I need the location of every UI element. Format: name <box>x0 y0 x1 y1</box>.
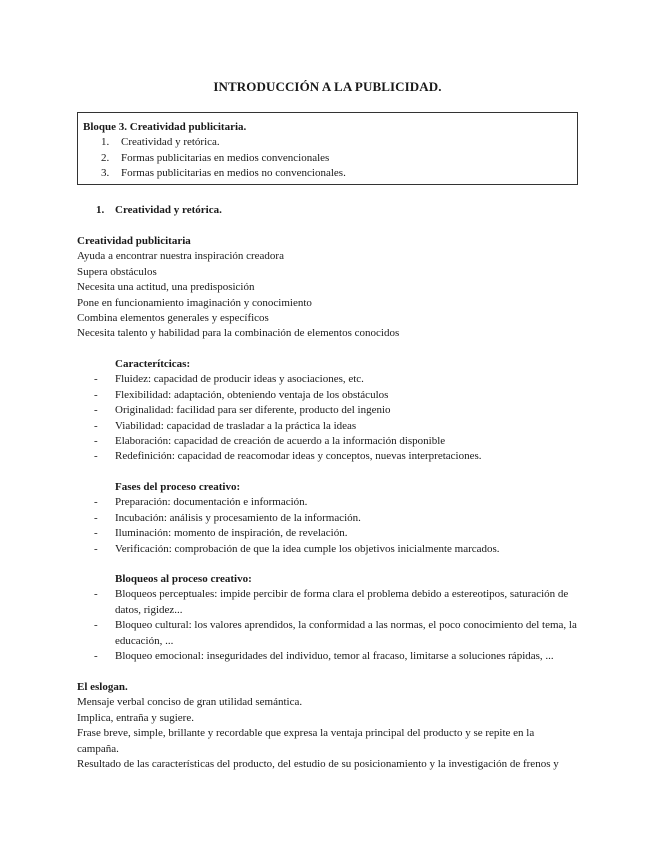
block-heading: Bloque 3. Creatividad publicitaria. <box>83 121 247 133</box>
bloqueos-heading: Bloqueos al proceso creativo: <box>115 573 252 585</box>
item-text: Bloqueo emocional: inseguridades del individuo, temor al fracaso, limitarse a soluciones rápidas, ... <box>115 650 554 663</box>
text-line: Pone en funcionamiento imaginación y conocimiento <box>77 296 312 309</box>
text-line: Implica, entraña y sugiere. <box>77 711 194 724</box>
list-item <box>77 449 577 464</box>
fases-section <box>77 480 577 557</box>
text-line: Combina elementos generales y específicos <box>77 312 269 325</box>
bullet-dash: - <box>94 404 98 417</box>
list-item <box>83 151 577 166</box>
list-item <box>77 403 577 418</box>
eslogan-heading: El eslogan. <box>77 681 128 693</box>
creatividad-section <box>77 234 577 342</box>
item-text: Elaboración: capacidad de creación de acuerdo a la información disponible <box>115 435 446 448</box>
item-text: Redefinición: capacidad de reacomodar ideas y conceptos, nuevas interpretaciones. <box>115 450 482 463</box>
item-text: Iluminación: momento de inspiración, de revelación. <box>115 527 348 540</box>
caracteristicas-list <box>77 372 577 464</box>
block-topic-list <box>83 135 577 181</box>
list-item <box>77 434 577 449</box>
section-heading <box>96 203 222 218</box>
bullet-dash: - <box>94 496 98 509</box>
list-item <box>77 372 577 387</box>
bullet-dash: - <box>94 388 98 401</box>
section-title: Creatividad y retórica. <box>115 204 222 216</box>
item-number: 1. <box>101 136 110 149</box>
list-item <box>77 618 577 649</box>
list-item <box>83 166 577 181</box>
bullet-dash: - <box>94 373 98 386</box>
section-number: 1. <box>96 204 105 216</box>
bullet-dash: - <box>94 435 98 448</box>
bloqueos-list <box>77 587 577 664</box>
item-number: 3. <box>101 167 110 180</box>
item-text: Preparación: documentación e información. <box>115 496 308 509</box>
item-text: Flexibilidad: adaptación, obteniendo ventaja de los obstáculos <box>115 388 389 401</box>
bullet-dash: - <box>94 542 98 555</box>
list-item <box>77 511 577 526</box>
text-line: Necesita talento y habilidad para la combinación de elementos conocidos <box>77 327 400 340</box>
item-text: Fluidez: capacidad de producir ideas y asociaciones, etc. <box>115 373 364 386</box>
bullet-dash: - <box>94 619 98 632</box>
list-item <box>77 542 577 557</box>
text-line: Frase breve, simple, brillante y recordable que expresa la ventaja principal del producto y se repite en la campaña. <box>77 727 535 755</box>
caracteristicas-section <box>77 357 577 465</box>
list-item <box>77 587 577 618</box>
text-line: Mensaje verbal conciso de gran utilidad semántica. <box>77 696 303 709</box>
text-line: Necesita una actitud, una predisposición <box>77 281 255 294</box>
list-item <box>77 649 577 664</box>
bloqueos-section <box>77 572 577 664</box>
list-item <box>77 388 577 403</box>
page-title: INTRODUCCIÓN A LA PUBLICIDAD. <box>213 79 442 94</box>
creatividad-heading: Creatividad publicitaria <box>77 235 191 247</box>
list-item <box>77 419 577 434</box>
item-text: Formas publicitarias en medios no convencionales. <box>121 167 346 180</box>
bullet-dash: - <box>94 650 98 663</box>
item-text: Incubación: análisis y procesamiento de la información. <box>115 511 361 524</box>
text-line: Supera obstáculos <box>77 265 157 278</box>
item-text: Viabilidad: capacidad de trasladar a la práctica la ideas <box>115 419 357 432</box>
item-text: Originalidad: facilidad para ser diferente, producto del ingenio <box>115 404 391 417</box>
block-summary-box <box>77 112 578 185</box>
item-number: 2. <box>101 151 110 164</box>
item-text: Bloqueo cultural: los valores aprendidos, la conformidad a las normas, el poco conocimiento del tema, la educación, ... <box>115 619 577 647</box>
bullet-dash: - <box>94 419 98 432</box>
bullet-dash: - <box>94 527 98 540</box>
bullet-dash: - <box>94 588 98 601</box>
text-line: Resultado de las características del producto, del estudio de su posicionamiento y la investigación de frenos y <box>77 758 559 771</box>
caracteristicas-heading: Caracterítcicas: <box>115 358 191 370</box>
text-line: Ayuda a encontrar nuestra inspiración creadora <box>77 250 284 263</box>
eslogan-section <box>77 680 577 772</box>
fases-list <box>77 495 577 557</box>
list-item <box>77 495 577 510</box>
list-item <box>77 526 577 541</box>
item-text: Creatividad y retórica. <box>121 136 220 149</box>
bullet-dash: - <box>94 450 98 463</box>
item-text: Bloqueos perceptuales: impide percibir de forma clara el problema debido a estereotipos, saturación de datos, rigidez... <box>115 588 569 616</box>
item-text: Formas publicitarias en medios convencionales <box>121 151 330 164</box>
bullet-dash: - <box>94 511 98 524</box>
fases-heading: Fases del proceso creativo: <box>115 481 241 493</box>
list-item <box>83 135 577 150</box>
item-text: Verificación: comprobación de que la idea cumple los objetivos inicialmente marcados. <box>115 542 500 555</box>
